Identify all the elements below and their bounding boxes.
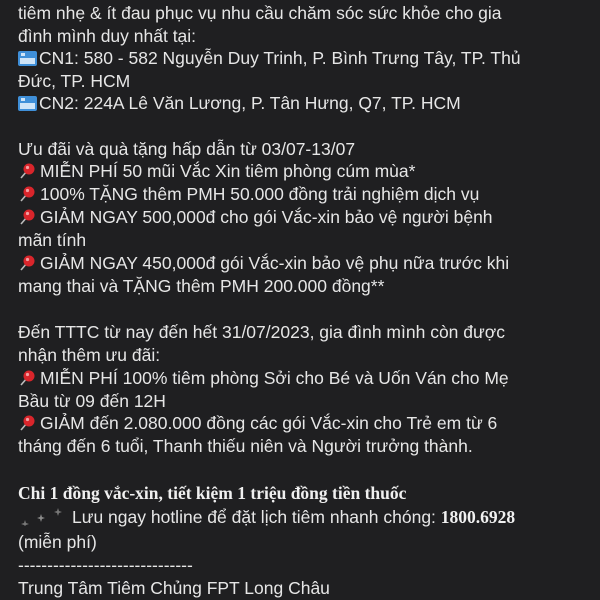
- round-pushpin-icon: [18, 162, 36, 180]
- branch-1-text: CN1: 580 - 582 Nguyễn Duy Trinh, P. Bình Trưng Tây, TP. Thủ: [39, 48, 521, 68]
- sparkles-icon: [18, 508, 68, 526]
- offer-2-text: 100% TẶNG thêm PMH 50.000 đồng trải nghiệm dịch vụ: [40, 184, 480, 204]
- offer-4-text: GIẢM NGAY 450,000đ gói Vắc-xin bảo vệ phụ nữa trước khi: [40, 253, 510, 273]
- round-pushpin-icon: [18, 369, 36, 387]
- cn-badge-icon: [18, 51, 37, 66]
- extra-offer-1: [18, 367, 509, 389]
- hotline-text: Lưu ngay hotline để đặt lịch tiêm nhanh chóng:: [72, 507, 441, 527]
- hotline-number[interactable]: 1800.6928: [440, 507, 516, 527]
- round-pushpin-icon: [18, 185, 36, 203]
- extra-offer-1-line-2: Bầu từ 09 đến 12H: [18, 391, 166, 411]
- offer-3: [18, 206, 493, 228]
- offer-2: [18, 183, 479, 205]
- intro-line-2: đình mình duy nhất tại:: [18, 26, 197, 46]
- cn-badge-icon: [18, 96, 37, 111]
- offer-4-line-2: mang thai và TẶNG thêm PMH 200.000 đồng**: [18, 276, 385, 296]
- branch-1: [18, 47, 521, 69]
- hotline-note: (miễn phí): [18, 532, 97, 552]
- round-pushpin-icon: [18, 208, 36, 226]
- extra-offer-1-text: MIỄN PHÍ 100% tiêm phòng Sởi cho Bé và Uốn Ván cho Mẹ: [40, 368, 509, 388]
- extra-offer-2-text: GIẢM đến 2.080.000 đồng các gói Vắc-xin cho Trẻ em từ 6: [40, 413, 498, 433]
- offer-1-text: MIỄN PHÍ 50 mũi Vắc Xin tiêm phòng cúm mùa*: [40, 161, 416, 181]
- extra-intro-line-2: nhận thêm ưu đãi:: [18, 345, 161, 365]
- branch-2-text: CN2: 224A Lê Văn Lương, P. Tân Hưng, Q7, TP. HCM: [39, 93, 461, 113]
- intro-line-1: tiêm nhẹ & ít đau phục vụ nhu cầu chăm sóc sức khỏe cho gia: [18, 3, 502, 23]
- hotline-line: [18, 506, 515, 528]
- branch-2: [18, 92, 461, 114]
- extra-offer-2: [18, 412, 497, 434]
- divider: ------------------------------: [18, 555, 193, 575]
- offer-1: [18, 160, 415, 182]
- slogan: Chi 1 đồng vắc-xin, tiết kiệm 1 triệu đồng tiền thuốc: [18, 483, 407, 503]
- extra-intro-line-1: Đến TTTC từ nay đến hết 31/07/2023, gia đình mình còn được: [18, 322, 505, 342]
- round-pushpin-icon: [18, 254, 36, 272]
- branch-1-line-2: Đức, TP. HCM: [18, 71, 131, 91]
- offer-heading: Ưu đãi và quà tặng hấp dẫn từ 03/07-13/07: [18, 139, 356, 159]
- offer-3-line-2: mãn tính: [18, 230, 87, 250]
- offer-3-text: GIẢM NGAY 500,000đ cho gói Vắc-xin bảo vệ người bệnh: [40, 207, 493, 227]
- round-pushpin-icon: [18, 414, 36, 432]
- offer-4: [18, 252, 509, 274]
- signature: Trung Tâm Tiêm Chủng FPT Long Châu: [18, 578, 330, 598]
- extra-offer-2-line-2: tháng đến 6 tuổi, Thanh thiếu niên và Người trưởng thành.: [18, 436, 473, 456]
